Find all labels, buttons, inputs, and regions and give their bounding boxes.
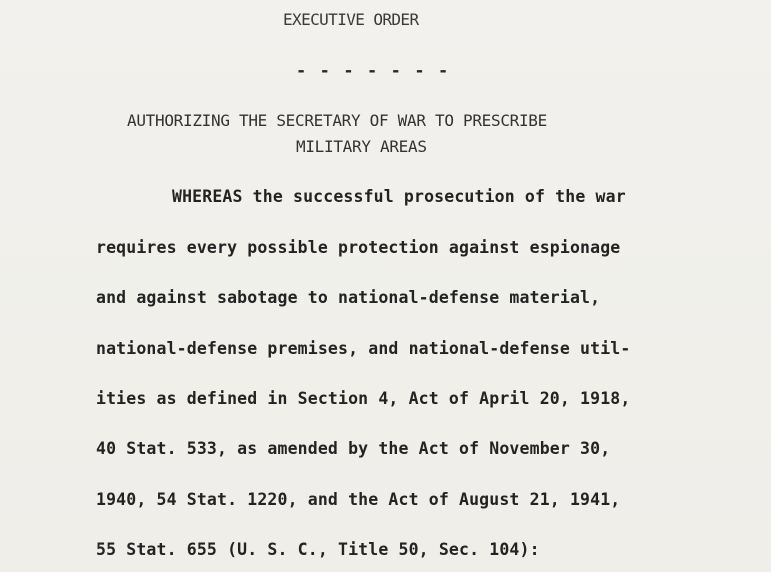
body-line-2: requires every possible protection against espionage xyxy=(96,238,621,257)
body-line-4: national-defense premises, and national-defense util- xyxy=(96,339,631,358)
subtitle-line-1: AUTHORIZING THE SECRETARY OF WAR TO PRESCRIBE xyxy=(127,111,547,130)
subtitle-line-2: MILITARY AREAS xyxy=(296,137,427,156)
title-separator: - - - - - - - xyxy=(296,61,450,81)
document-title: EXECUTIVE ORDER xyxy=(283,10,419,29)
body-line-3: and against sabotage to national-defense material, xyxy=(96,288,601,307)
body-line-7: 1940, 54 Stat. 1220, and the Act of August 21, 1941, xyxy=(96,490,621,509)
body-line-6: 40 Stat. 533, as amended by the Act of November 30, xyxy=(96,439,611,458)
body-line-5: ities as defined in Section 4, Act of April 20, 1918, xyxy=(96,389,631,408)
body-line-8: 55 Stat. 655 (U. S. C., Title 50, Sec. 104): xyxy=(96,540,540,559)
body-line-1: WHEREAS the successful prosecution of the war xyxy=(172,187,626,206)
